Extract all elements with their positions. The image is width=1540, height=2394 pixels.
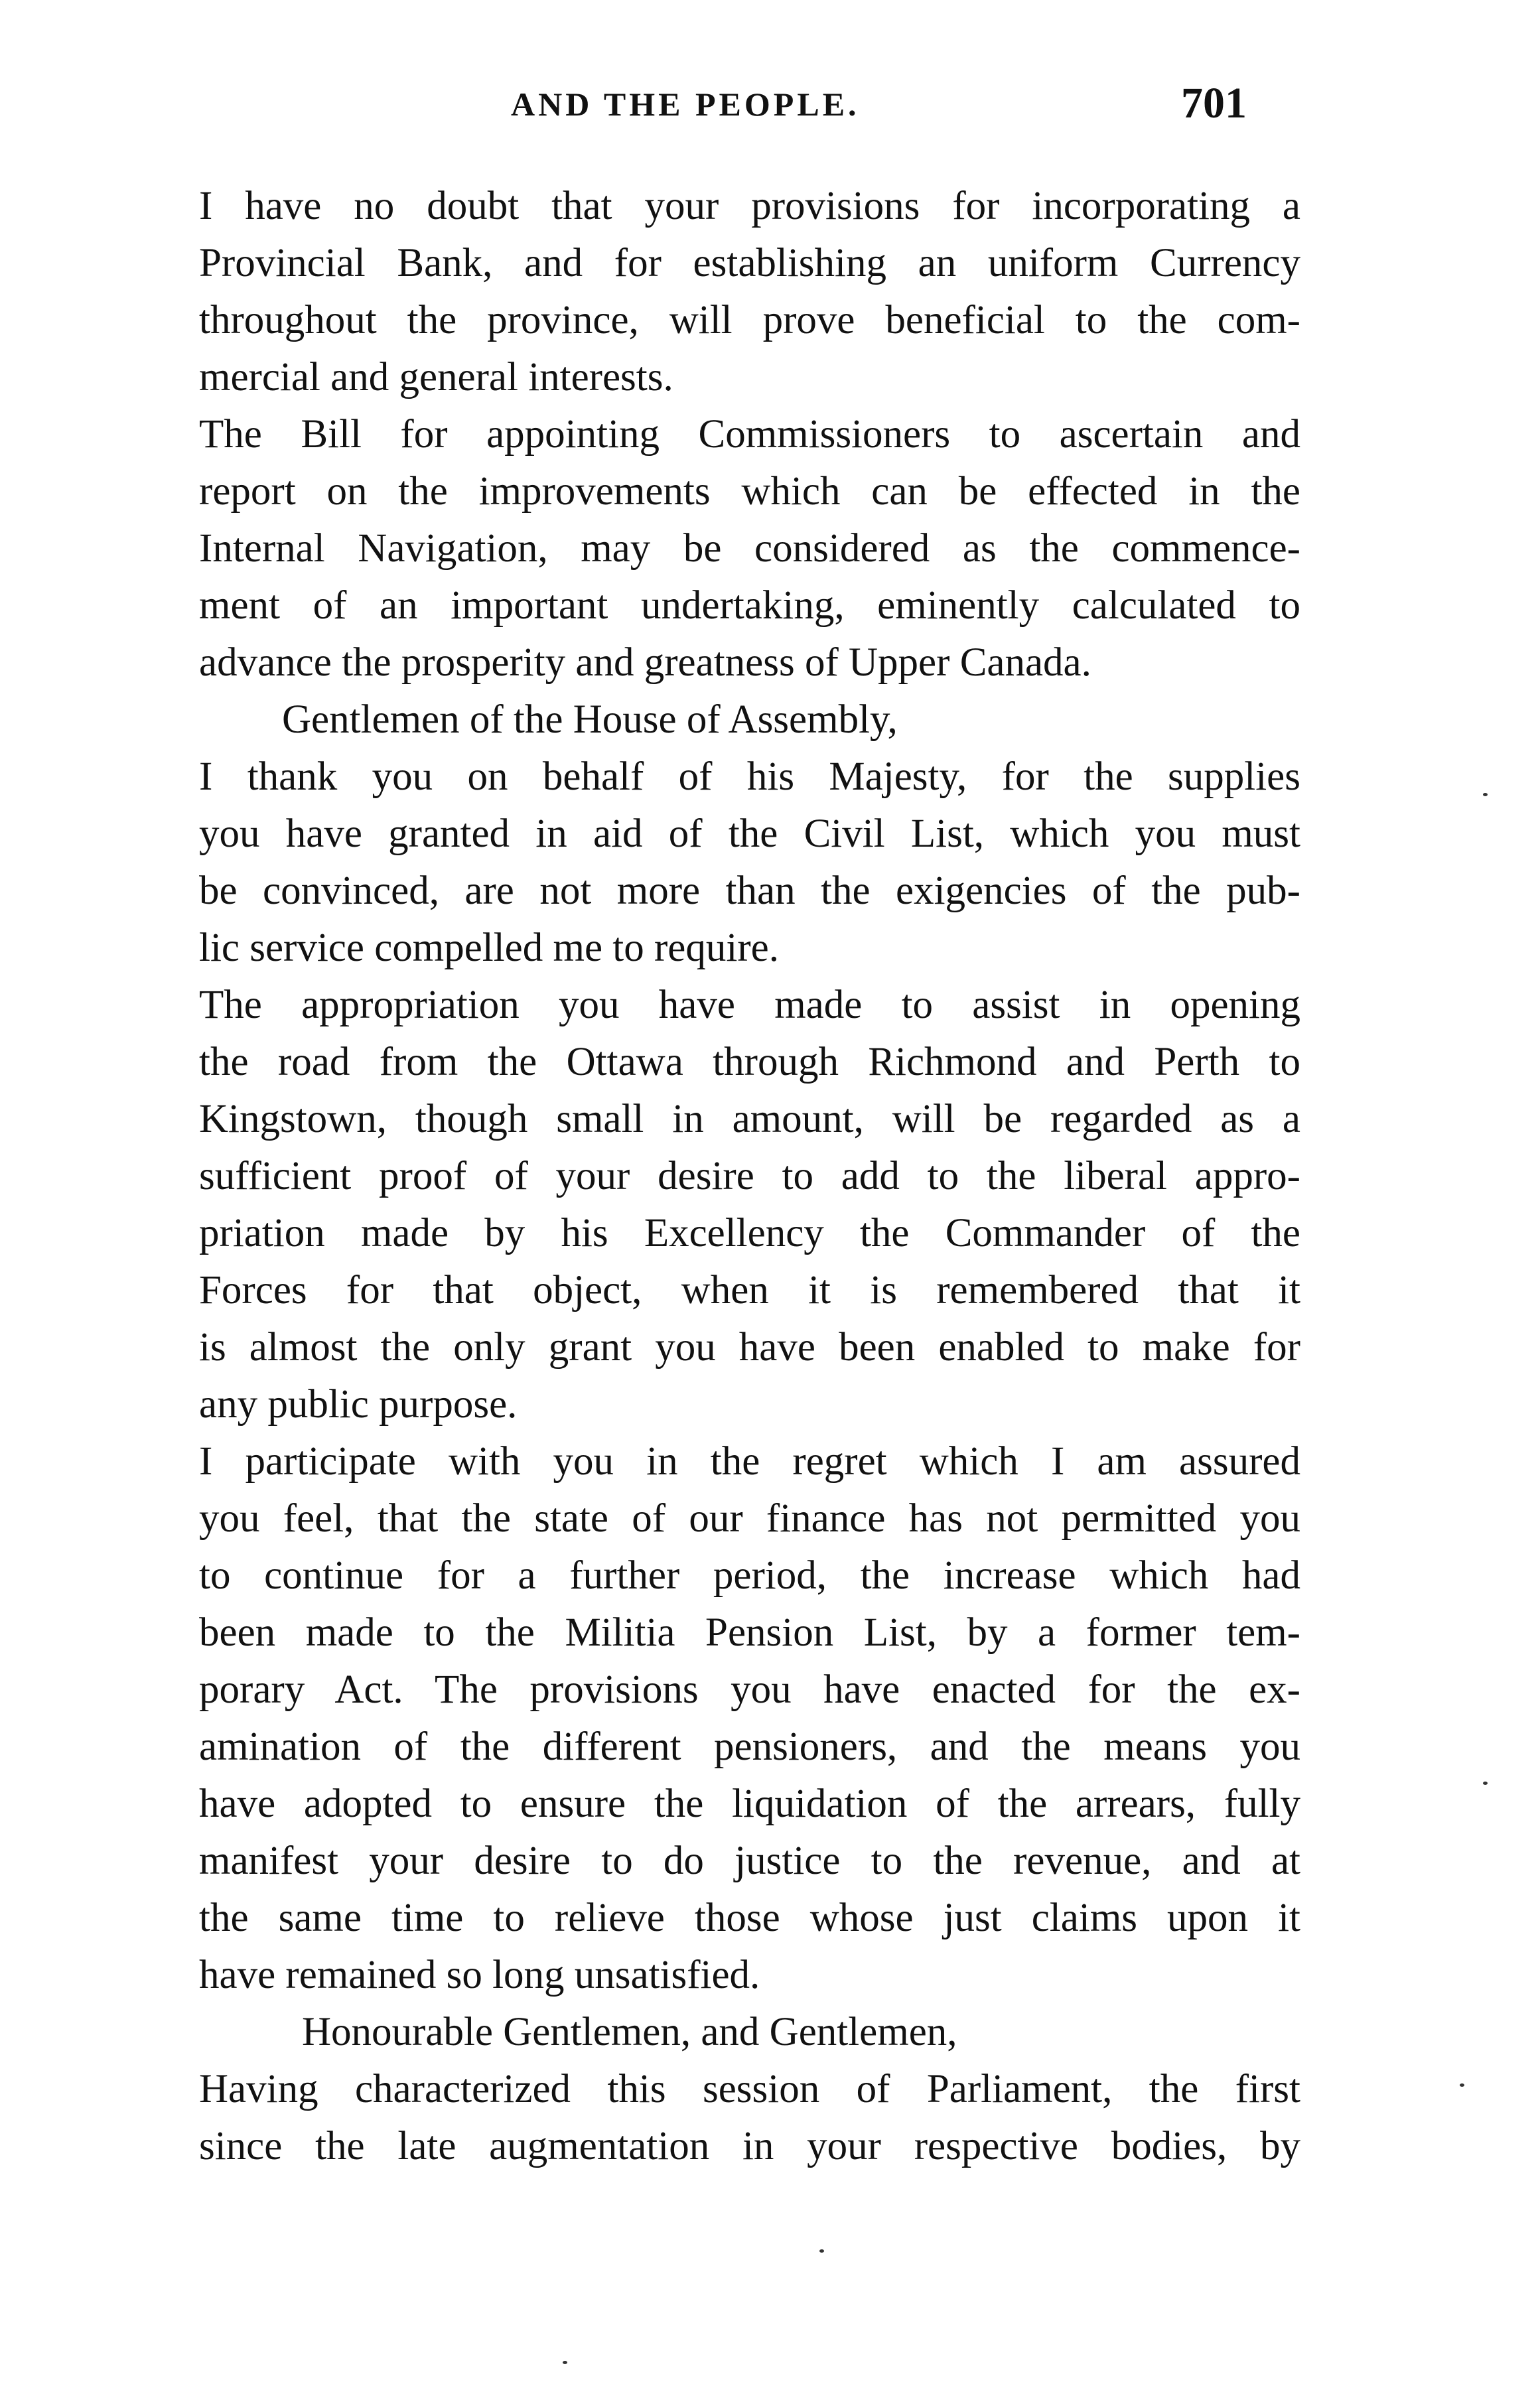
page-number: 701 [1181, 79, 1247, 127]
text-line: amination of the different pensioners, and the means you [199, 1725, 1300, 1769]
text-line: Internal Navigation, may be considered as the commence- [199, 526, 1300, 571]
text-line: Having characterized this session of Parliament, the first [199, 2067, 1300, 2111]
text-line: porary Act. The provisions you have enacted for the ex- [199, 1667, 1300, 1712]
text-line: report on the improvements which can be effected in the [199, 469, 1300, 514]
text-line: lic service compelled me to require. [199, 926, 779, 970]
text-line: the same time to relieve those whose just claims upon it [199, 1896, 1300, 1940]
text-line: have remained so long unsatisfied. [199, 1953, 760, 1997]
text-line: ment of an important undertaking, eminently calculated to [199, 583, 1300, 628]
text-line: priation made by his Excellency the Commander of the [199, 1211, 1300, 1255]
scan-speck [1483, 793, 1488, 796]
text-line: advance the prosperity and greatness of Upper Canada. [199, 640, 1091, 685]
scan-speck [1483, 1782, 1488, 1785]
running-title: AND THE PEOPLE. [511, 86, 860, 123]
text-line: Forces for that object, when it is remembered that it [199, 1268, 1300, 1312]
text-line: Provincial Bank, and for establishing an uniform Currency [199, 241, 1300, 285]
salutation-line: Honourable Gentlemen, and Gentlemen, [302, 2010, 957, 2054]
text-line: throughout the province, will prove beneficial to the com- [199, 298, 1300, 342]
text-line: since the late augmentation in your respective bodies, by [199, 2124, 1300, 2168]
text-line: manifest your desire to do justice to the revenue, and at [199, 1839, 1300, 1883]
text-line: you feel, that the state of our finance has not permitted you [199, 1496, 1300, 1541]
text-line: The appropriation you have made to assist in opening [199, 983, 1300, 1027]
text-line: mercial and general interests. [199, 355, 673, 399]
salutation-line: Gentlemen of the House of Assembly, [282, 697, 898, 742]
text-line: been made to the Militia Pension List, by a former tem- [199, 1610, 1300, 1655]
scan-speck [819, 2249, 824, 2253]
text-line: you have granted in aid of the Civil List, which you must [199, 811, 1300, 856]
scan-speck [1460, 2083, 1464, 2087]
text-line: be convinced, are not more than the exigencies of the pub- [199, 869, 1300, 913]
text-line: I participate with you in the regret which I am assured [199, 1439, 1300, 1484]
text-line: the road from the Ottawa through Richmond and Perth to [199, 1040, 1300, 1084]
text-line: I thank you on behalf of his Majesty, for the supplies [199, 754, 1300, 799]
text-line: Kingstown, though small in amount, will be regarded as a [199, 1097, 1300, 1141]
text-line: The Bill for appointing Commissioners to ascertain and [199, 412, 1300, 457]
text-line: have adopted to ensure the liquidation of the arrears, fully [199, 1782, 1300, 1826]
scan-speck [563, 2361, 567, 2364]
text-line: sufficient proof of your desire to add to the liberal appro- [199, 1154, 1300, 1198]
text-line: I have no doubt that your provisions for incorporating a [199, 184, 1300, 228]
text-line: any public purpose. [199, 1382, 518, 1427]
text-line: is almost the only grant you have been enabled to make for [199, 1325, 1300, 1370]
page-header [0, 79, 1540, 138]
text-line: to continue for a further period, the increase which had [199, 1553, 1300, 1598]
